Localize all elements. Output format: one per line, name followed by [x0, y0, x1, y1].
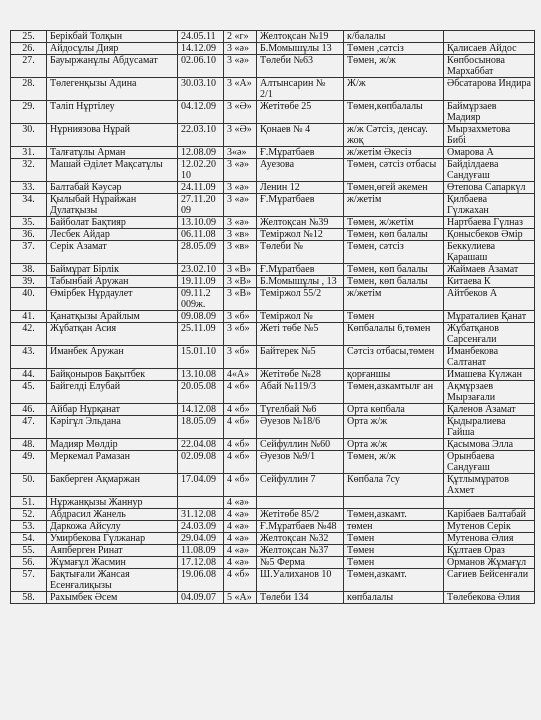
family-status-cell: Төмен ,сәтсіз [344, 43, 444, 55]
birth-date-cell: 17.12.08 [178, 557, 224, 569]
class-name-cell: 3«ә» [224, 147, 257, 159]
family-status-cell: Көпбала 7су [344, 474, 444, 497]
student-name-cell: Жұмағұл Жасмин [47, 557, 178, 569]
family-status-cell: Төмен, көп балалы [344, 229, 444, 241]
table-row [11, 276, 535, 288]
student-name-cell: Машай Әділет Мақсатұлы [47, 159, 178, 182]
table-body [11, 31, 535, 604]
table-row [11, 439, 535, 451]
birth-date-cell: 20.05.08 [178, 381, 224, 404]
class-name-cell: 3 «В» [224, 276, 257, 288]
row-number-cell: 53. [11, 521, 47, 533]
parent-name-cell: Көпбосынова Мархаббат [444, 55, 535, 78]
parent-name-cell: Қонысбеков Әмір [444, 229, 535, 241]
row-number-cell: 58. [11, 592, 47, 604]
row-number-cell: 32. [11, 159, 47, 182]
birth-date-cell: 18.05.09 [178, 416, 224, 439]
student-name-cell: Байболат Бақтияр [47, 217, 178, 229]
class-name-cell: 5 «А» [224, 592, 257, 604]
student-name-cell: Нұрниязова Нұрай [47, 124, 178, 147]
parent-name-cell: Мұраталиев Қанат [444, 311, 535, 323]
parent-name-cell: Байділдаева Сандуғаш [444, 159, 535, 182]
class-name-cell: 3 «б» [224, 311, 257, 323]
address-cell: Жетітөбе 85/2 [257, 509, 344, 521]
birth-date-cell: 04.09.07 [178, 592, 224, 604]
student-name-cell: Лесбек Айдар [47, 229, 178, 241]
table-row [11, 451, 535, 474]
parent-name-cell: Мырзахметова Бибі [444, 124, 535, 147]
class-name-cell: 4«А» [224, 369, 257, 381]
class-name-cell: 3 «б» [224, 323, 257, 346]
class-name-cell: 3 «ә» [224, 55, 257, 78]
student-name-cell: Аяпберген Ринат [47, 545, 178, 557]
birth-date-cell: 19.11.09 [178, 276, 224, 288]
address-cell: Түгелбай №6 [257, 404, 344, 416]
student-name-cell: Нұржанқызы Жаннур [47, 497, 178, 509]
student-name-cell: Қанатқызы Арайлым [47, 311, 178, 323]
class-name-cell: 3 «ә» [224, 182, 257, 194]
birth-date-cell: 13.10.09 [178, 217, 224, 229]
address-cell: Б.Момышұлы 13 [257, 43, 344, 55]
parent-name-cell: Беккулиева Қарашаш [444, 241, 535, 264]
family-status-cell: Орта ж/ж [344, 416, 444, 439]
table-row [11, 416, 535, 439]
student-name-cell: Кәрігұл Эльдана [47, 416, 178, 439]
table-row [11, 43, 535, 55]
class-name-cell: 4 «б» [224, 404, 257, 416]
parent-name-cell: Құлтаев Ораз [444, 545, 535, 557]
student-name-cell: Талғатұлы Арман [47, 147, 178, 159]
family-status-cell: Төмен, көп балалы [344, 264, 444, 276]
birth-date-cell: 12.08.09 [178, 147, 224, 159]
table-row [11, 31, 535, 43]
table-row [11, 55, 535, 78]
birth-date-cell: 30.03.10 [178, 78, 224, 101]
table-row [11, 369, 535, 381]
address-cell: Б.Момышұлы , 13 [257, 276, 344, 288]
family-status-cell: Көпбалалы 6,төмен [344, 323, 444, 346]
row-number-cell: 31. [11, 147, 47, 159]
student-table [10, 30, 535, 604]
address-cell: Желтоқсан №19 [257, 31, 344, 43]
family-status-cell: Төмен,көпбалалы [344, 101, 444, 124]
parent-name-cell: Сағиев Бейсенғали [444, 569, 535, 592]
address-cell: Төлеби № [257, 241, 344, 264]
row-number-cell: 56. [11, 557, 47, 569]
birth-date-cell: 06.11.08 [178, 229, 224, 241]
parent-name-cell [444, 31, 535, 43]
parent-name-cell: Карібаев Балтабай [444, 509, 535, 521]
parent-name-cell: Жаймаев Азамат [444, 264, 535, 276]
class-name-cell: 3 «ә» [224, 194, 257, 217]
family-status-cell: Сәтсіз отбасы,төмен [344, 346, 444, 369]
class-name-cell: 3 «В» [224, 264, 257, 276]
student-name-cell: Байқоныров Бақытбек [47, 369, 178, 381]
row-number-cell: 41. [11, 311, 47, 323]
birth-date-cell: 09.08.09 [178, 311, 224, 323]
row-number-cell: 55. [11, 545, 47, 557]
birth-date-cell: 22.03.10 [178, 124, 224, 147]
table-row [11, 381, 535, 404]
row-number-cell: 27. [11, 55, 47, 78]
address-cell: Байтерек №5 [257, 346, 344, 369]
parent-name-cell: Ақмұрзаев Мырзағали [444, 381, 535, 404]
table-row [11, 159, 535, 182]
student-name-cell: Мадияр Мөлдір [47, 439, 178, 451]
row-number-cell: 35. [11, 217, 47, 229]
family-status-cell: ж/жетім [344, 288, 444, 311]
address-cell: Ғ.Мұратбаев [257, 194, 344, 217]
family-status-cell: Орта көпбала [344, 404, 444, 416]
parent-name-cell: Омарова А [444, 147, 535, 159]
student-name-cell: Жұбатқан Асия [47, 323, 178, 346]
student-name-cell: Бакберген Ақмаржан [47, 474, 178, 497]
student-name-cell: Айбар Нұрқанат [47, 404, 178, 416]
birth-date-cell: 25.11.09 [178, 323, 224, 346]
student-name-cell: Байгелді Елубай [47, 381, 178, 404]
student-name-cell: Рахымбек Әсем [47, 592, 178, 604]
student-name-cell: Умирбекова Гүлжанар [47, 533, 178, 545]
address-cell: Абай №119/3 [257, 381, 344, 404]
table-row [11, 533, 535, 545]
address-cell: Ғ.Мұратбаев [257, 147, 344, 159]
parent-name-cell: Мутенова Әлия [444, 533, 535, 545]
table-row [11, 557, 535, 569]
class-name-cell: 3 «В» [224, 288, 257, 311]
parent-name-cell: Құтлымұратов Ахмет [444, 474, 535, 497]
parent-name-cell: Қилбаева Гүлжахан [444, 194, 535, 217]
birth-date-cell: 02.06.10 [178, 55, 224, 78]
class-name-cell: 4 «ә» [224, 509, 257, 521]
birth-date-cell: 04.12.09 [178, 101, 224, 124]
parent-name-cell: Иманбекова Салтанат [444, 346, 535, 369]
class-name-cell: 3 «б» [224, 346, 257, 369]
family-status-cell: Орта ж/ж [344, 439, 444, 451]
student-name-cell: Серік Азамат [47, 241, 178, 264]
row-number-cell: 33. [11, 182, 47, 194]
family-status-cell: Төмен, сәтсіз отбасы [344, 159, 444, 182]
table-row [11, 124, 535, 147]
birth-date-cell: 29.04.09 [178, 533, 224, 545]
birth-date-cell: 11.08.09 [178, 545, 224, 557]
family-status-cell [344, 497, 444, 509]
birth-date-cell: 12.02.20 10 [178, 159, 224, 182]
row-number-cell: 44. [11, 369, 47, 381]
birth-date-cell: 24.11.09 [178, 182, 224, 194]
table-row [11, 509, 535, 521]
address-cell [257, 497, 344, 509]
row-number-cell: 45. [11, 381, 47, 404]
family-status-cell: к/балалы [344, 31, 444, 43]
birth-date-cell: 17.04.09 [178, 474, 224, 497]
row-number-cell: 36. [11, 229, 47, 241]
family-status-cell: Төмен, көп балалы [344, 276, 444, 288]
row-number-cell: 52. [11, 509, 47, 521]
table-row [11, 404, 535, 416]
student-name-cell: Даркожа Айсулу [47, 521, 178, 533]
table-row [11, 194, 535, 217]
parent-name-cell: Мутенов Серік [444, 521, 535, 533]
class-name-cell: 3 «ә» [224, 217, 257, 229]
address-cell: Төлеби 134 [257, 592, 344, 604]
birth-date-cell: 28.05.09 [178, 241, 224, 264]
row-number-cell: 54. [11, 533, 47, 545]
student-name-cell: Айдосұлы Дияр [47, 43, 178, 55]
class-name-cell: 4 «ә» [224, 557, 257, 569]
family-status-cell: Төмен [344, 533, 444, 545]
table-row [11, 474, 535, 497]
address-cell: Сейфуллин 7 [257, 474, 344, 497]
class-name-cell: 4 «ә» [224, 497, 257, 509]
birth-date-cell: 15.01.10 [178, 346, 224, 369]
class-name-cell: 4 «б» [224, 569, 257, 592]
address-cell: Әуезов №18/6 [257, 416, 344, 439]
family-status-cell: Төмен [344, 557, 444, 569]
row-number-cell: 30. [11, 124, 47, 147]
parent-name-cell: Жұбатқанов Сарсенғали [444, 323, 535, 346]
student-name-cell: Меркемал Рамазан [47, 451, 178, 474]
birth-date-cell [178, 497, 224, 509]
address-cell: №5 Ферма [257, 557, 344, 569]
family-status-cell: Төмен, ж/ж [344, 451, 444, 474]
student-name-cell: Иманбек Аружан [47, 346, 178, 369]
table-row [11, 592, 535, 604]
address-cell: Жетітөбе 25 [257, 101, 344, 124]
row-number-cell: 29. [11, 101, 47, 124]
address-cell: Қонаев № 4 [257, 124, 344, 147]
parent-name-cell: Баймұрзаев Мадияр [444, 101, 535, 124]
student-name-cell: Тәліп Нұртілеу [47, 101, 178, 124]
row-number-cell: 25. [11, 31, 47, 43]
table-row [11, 147, 535, 159]
address-cell: Ш.Уалиханов 10 [257, 569, 344, 592]
table-row [11, 78, 535, 101]
class-name-cell: 3 «в» [224, 229, 257, 241]
row-number-cell: 48. [11, 439, 47, 451]
class-name-cell: 4 «ә» [224, 533, 257, 545]
address-cell: Алтынсарин № 2/1 [257, 78, 344, 101]
table-row [11, 182, 535, 194]
address-cell: Төлеби №63 [257, 55, 344, 78]
row-number-cell: 43. [11, 346, 47, 369]
row-number-cell: 28. [11, 78, 47, 101]
parent-name-cell: Қалисаев Айдос [444, 43, 535, 55]
student-name-cell: Бауыржанұлы Абдусамат [47, 55, 178, 78]
table-row [11, 545, 535, 557]
row-number-cell: 42. [11, 323, 47, 346]
family-status-cell: Төмен [344, 311, 444, 323]
family-status-cell: ж/жетім Әкесіз [344, 147, 444, 159]
class-name-cell: 3 «ә» [224, 159, 257, 182]
address-cell: Желтоқсан №39 [257, 217, 344, 229]
class-name-cell: 3 «в» [224, 241, 257, 264]
student-name-cell: Табынбай Аружан [47, 276, 178, 288]
family-status-cell: төмен [344, 521, 444, 533]
class-name-cell: 4 «ә» [224, 521, 257, 533]
parent-name-cell: Айтбеков А [444, 288, 535, 311]
parent-name-cell: Төлебекова Әлия [444, 592, 535, 604]
table-row [11, 288, 535, 311]
parent-name-cell: Өтепова Сапаркүл [444, 182, 535, 194]
row-number-cell: 26. [11, 43, 47, 55]
class-name-cell: 3 «Ә» [224, 101, 257, 124]
class-name-cell: 3 «Ә» [224, 124, 257, 147]
birth-date-cell: 13.10.08 [178, 369, 224, 381]
parent-name-cell: Китаева К [444, 276, 535, 288]
birth-date-cell: 24.03.09 [178, 521, 224, 533]
row-number-cell: 51. [11, 497, 47, 509]
class-name-cell: 4 «б» [224, 451, 257, 474]
address-cell: Сейфуллин №60 [257, 439, 344, 451]
parent-name-cell: Қыдыралиева Гайша [444, 416, 535, 439]
birth-date-cell: 24.05.11 [178, 31, 224, 43]
class-name-cell: 4 «б» [224, 381, 257, 404]
birth-date-cell: 31.12.08 [178, 509, 224, 521]
address-cell: Ғ.Мұратбаев [257, 264, 344, 276]
birth-date-cell: 02.09.08 [178, 451, 224, 474]
student-name-cell: Өмірбек Нұрдаулет [47, 288, 178, 311]
student-name-cell: Абдрасил Жанель [47, 509, 178, 521]
address-cell: Желтоқсан №32 [257, 533, 344, 545]
table-row [11, 497, 535, 509]
row-number-cell: 57. [11, 569, 47, 592]
parent-name-cell: Нартбаева Гүлназ [444, 217, 535, 229]
family-status-cell: Ж/ж [344, 78, 444, 101]
table-row [11, 264, 535, 276]
row-number-cell: 47. [11, 416, 47, 439]
parent-name-cell: Қасымова Элла [444, 439, 535, 451]
class-name-cell: 2 «г» [224, 31, 257, 43]
class-name-cell: 3 «А» [224, 78, 257, 101]
family-status-cell: қорғаншы [344, 369, 444, 381]
student-name-cell: Берікбай Толқын [47, 31, 178, 43]
table-row [11, 217, 535, 229]
student-name-cell: Балтабай Кәусәр [47, 182, 178, 194]
birth-date-cell: 23.02.10 [178, 264, 224, 276]
student-name-cell: Төлегенқызы Адина [47, 78, 178, 101]
parent-name-cell: Орманов Жұмағұл [444, 557, 535, 569]
birth-date-cell: 19.06.08 [178, 569, 224, 592]
birth-date-cell: 14.12.08 [178, 404, 224, 416]
family-status-cell: ж/жетім [344, 194, 444, 217]
table-row [11, 311, 535, 323]
address-cell: Теміржол 55/2 [257, 288, 344, 311]
family-status-cell: Төмен [344, 545, 444, 557]
table-row [11, 101, 535, 124]
row-number-cell: 50. [11, 474, 47, 497]
row-number-cell: 37. [11, 241, 47, 264]
parent-name-cell: Орынбаева Сандуғаш [444, 451, 535, 474]
parent-name-cell [444, 497, 535, 509]
family-status-cell: Төмен,азкамт. [344, 569, 444, 592]
family-status-cell: Төмен,азкамт. [344, 509, 444, 521]
row-number-cell: 34. [11, 194, 47, 217]
birth-date-cell: 14.12.09 [178, 43, 224, 55]
birth-date-cell: 09.11.2 009ж. [178, 288, 224, 311]
birth-date-cell: 27.11.20 09 [178, 194, 224, 217]
family-status-cell: Төмен,өгей әкемен [344, 182, 444, 194]
address-cell: Жетітөбе №28 [257, 369, 344, 381]
family-status-cell: Төмен, ж/жетім [344, 217, 444, 229]
family-status-cell: көпбалалы [344, 592, 444, 604]
table-row [11, 346, 535, 369]
table-row [11, 241, 535, 264]
student-name-cell: Бақтығали Жансая Есенғалиқызы [47, 569, 178, 592]
family-status-cell: ж/ж Сәтсіз, денсау. жоқ [344, 124, 444, 147]
student-name-cell: Қылыбай Нұрайжан Дулатқызы [47, 194, 178, 217]
birth-date-cell: 22.04.08 [178, 439, 224, 451]
parent-name-cell: Қаленов Азамат [444, 404, 535, 416]
address-cell: Ғ.Мұратбаев №48 [257, 521, 344, 533]
class-name-cell: 4 «б» [224, 474, 257, 497]
family-status-cell: Төмен, сәтсіз [344, 241, 444, 264]
row-number-cell: 38. [11, 264, 47, 276]
address-cell: Жеті төбе №5 [257, 323, 344, 346]
family-status-cell: Төмен,азкамтылғ ан [344, 381, 444, 404]
class-name-cell: 4 «б» [224, 439, 257, 451]
class-name-cell: 4 «ә» [224, 545, 257, 557]
address-cell: Ауезова [257, 159, 344, 182]
row-number-cell: 39. [11, 276, 47, 288]
family-status-cell: Төмен, ж/ж [344, 55, 444, 78]
table-row [11, 229, 535, 241]
address-cell: Әуезов №9/1 [257, 451, 344, 474]
row-number-cell: 49. [11, 451, 47, 474]
address-cell: Теміржол № [257, 311, 344, 323]
address-cell: Теміржол №12 [257, 229, 344, 241]
row-number-cell: 40. [11, 288, 47, 311]
row-number-cell: 46. [11, 404, 47, 416]
student-name-cell: Баймұрат Бірлік [47, 264, 178, 276]
parent-name-cell: Имашева Күлжан [444, 369, 535, 381]
address-cell: Желтоқсан №37 [257, 545, 344, 557]
class-name-cell: 3 «ә» [224, 43, 257, 55]
parent-name-cell: Әбсатарова Индира [444, 78, 535, 101]
address-cell: Ленин 12 [257, 182, 344, 194]
table-row [11, 323, 535, 346]
class-name-cell: 4 «б» [224, 416, 257, 439]
table-row [11, 521, 535, 533]
table-row [11, 569, 535, 592]
